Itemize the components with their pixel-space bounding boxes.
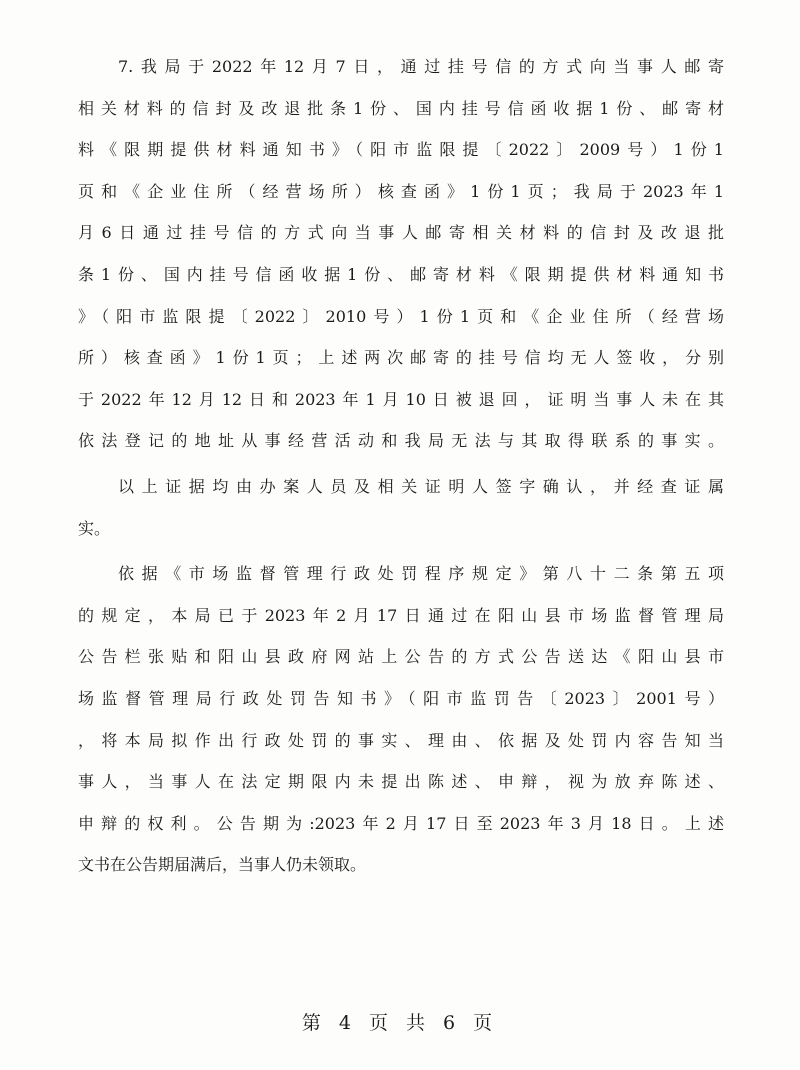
text-line: 》（阳市监限提〔2022〕2010号）1份1页和《企业住所（经营场 — [78, 306, 724, 326]
text-line: 以上证据均由办案人员及相关证明人签字确认，并经查证属 — [118, 476, 724, 496]
text-line: ，将本局拟作出行政处罚的事实、理由、依据及处罚内容告知当 — [78, 730, 724, 750]
text-line: 依法登记的地址从事经营活动和我局无法与其取得联系的事实。 — [78, 431, 724, 451]
text-line: 7.我局于2022年12月7日，通过挂号信的方式向当事人邮寄 — [118, 57, 724, 76]
text-line: 料《限期提供材料通知书》（阳市监限提〔2022〕2009号）1份1 — [78, 140, 724, 160]
text-line: 申辩的权利。公告期为:2023年2月17日至2023年3月18日。上述 — [78, 813, 724, 833]
text-line: 于2022年12月12日和2023年1月10日被退回，证明当事人未在其 — [78, 389, 724, 409]
document-page — [78, 46, 724, 886]
text-line: 所）核查函》1份1页；上述两次邮寄的挂号信均无人签收，分别 — [78, 348, 724, 368]
paragraph-notice-service — [78, 553, 724, 886]
paragraph-item-7 — [78, 46, 724, 462]
text-line: 场监督管理局行政处罚告知书》（阳市监罚告〔2023〕2001号） — [78, 688, 724, 708]
text-line: 的规定，本局已于2023年2月17日通过在阳山县市场监督管理局 — [78, 605, 724, 625]
text-line: 公告栏张贴和阳山县政府网站上公告的方式公告送达《阳山县市 — [78, 647, 724, 667]
paragraph-evidence-confirmation — [78, 466, 724, 549]
text-line: 实。 — [78, 518, 111, 538]
text-line: 条1份、国内挂号信函收据1份、邮寄材料《限期提供材料通知书 — [78, 264, 724, 284]
text-line: 相关材料的信封及改退批条1份、国内挂号信函收据1份、邮寄材 — [78, 98, 724, 118]
text-line: 文书在公告期届满后，当事人仍未领取。 — [78, 855, 367, 875]
text-line: 月6日通过挂号信的方式向当事人邮寄相关材料的信封及改退批 — [78, 223, 724, 243]
page-number-footer: 第 4 页 共 6 页 — [301, 1012, 499, 1034]
text-line: 页和《企业住所（经营场所）核查函》1份1页；我局于2023年1 — [78, 181, 724, 201]
text-line: 事人，当事人在法定期限内未提出陈述、申辩，视为放弃陈述、 — [78, 772, 724, 792]
text-line: 依据《市场监督管理行政处罚程序规定》第八十二条第五项 — [118, 564, 724, 584]
